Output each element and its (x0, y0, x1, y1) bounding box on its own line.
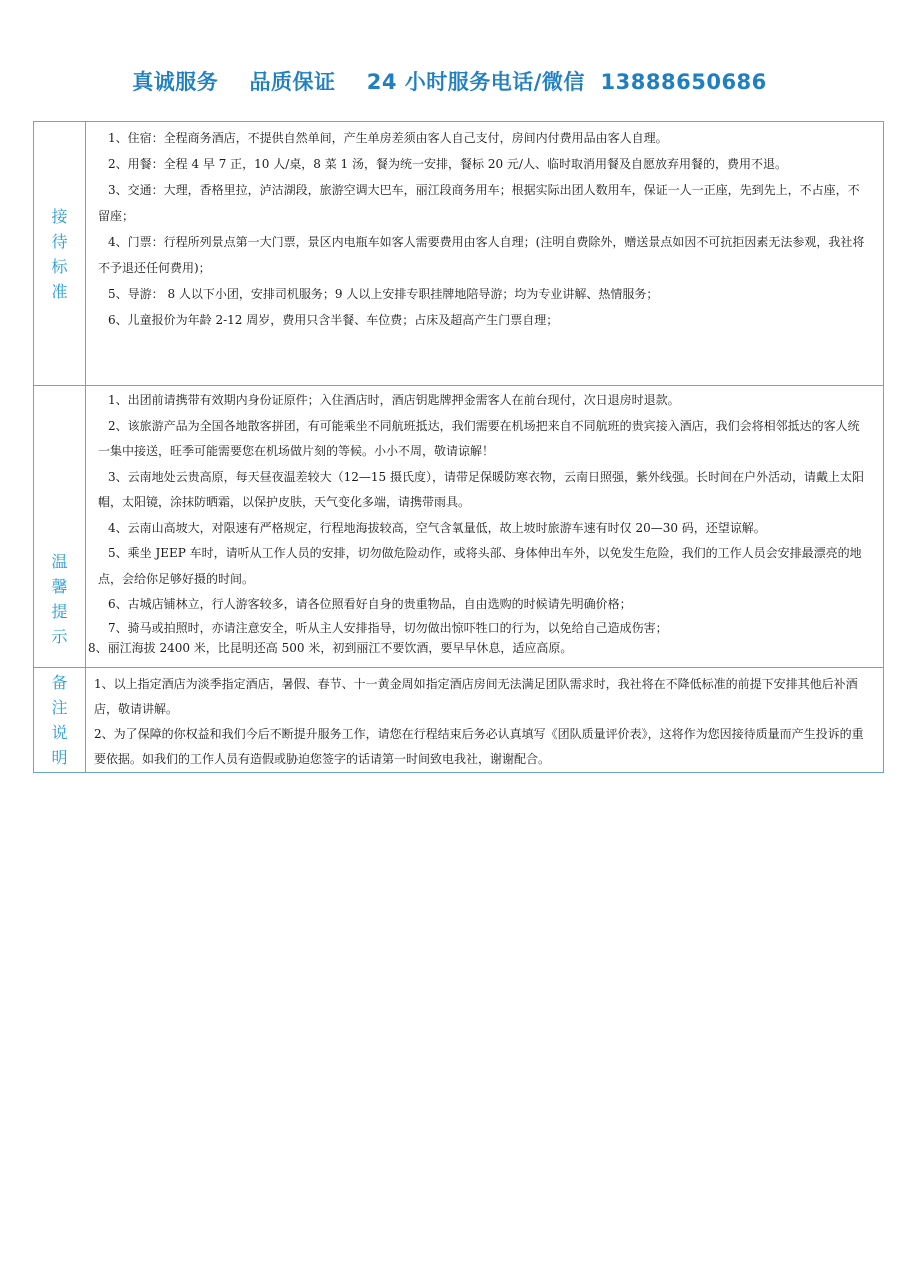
header-slogan-quality: 品质保证 (249, 70, 336, 94)
page-header (0, 66, 899, 96)
warm-tips-row (34, 386, 884, 668)
list-item: 5、导游： 8 人以下小团，安排司机服务；9 人以上安排专职挂牌地陪导游；均为专业讲解、热情服务； (108, 287, 659, 301)
remarks-content (86, 668, 884, 773)
warm-tips-content (86, 386, 884, 668)
list-item: 2、为了保障的你权益和我们今后不断提升服务工作，请您在行程结束后务必认真填写《团队质量评价表》，这将作为您因接待质量而产生投诉的重要依据。如我们的工作人员有造假或胁迫您签字的话请第一时间致电我社，谢谢配合。 (94, 727, 864, 766)
list-item: 4、门票：行程所列景点第一大门票，景区内电瓶车如客人需要费用由客人自理；(注明自费除外，赠送景点如因不可抗拒因素无法参观，我社将不予退还任何费用)； (98, 235, 865, 275)
header-hotline-label: 24 小时服务电话/微信 (366, 70, 585, 94)
list-item: 1、出团前请携带有效期内身份证原件；入住酒店时，酒店钥匙牌押金需客人在前台现付，次日退房时退款。 (108, 393, 680, 407)
list-item: 2、该旅游产品为全国各地散客拼团，有可能乘坐不同航班抵达，我们需要在机场把来自不同航班的贵宾接入酒店，我们会将相邻抵达的客人统一集中接送，旺季可能需要您在机场做片刻的等候。小小不周，敬请谅解！ (98, 418, 860, 458)
reception-standards-row (34, 122, 884, 386)
list-item: 6、儿童报价为年龄 2-12 周岁，费用只含半餐、车位费；占床及超高产生门票自理； (108, 313, 559, 327)
list-item: 3、交通：大理，香格里拉，泸沽湖段，旅游空调大巴车，丽江段商务用车；根据实际出团人数用车，保证一人一正座，先到先上，不占座，不留座； (98, 183, 860, 223)
reception-standards-label: 接 待 标 准 (34, 122, 86, 386)
list-item: 2、用餐：全程 4 早 7 正，10 人/桌，8 菜 1 汤，餐为统一安排，餐标 20 元/人、临时取消用餐及自愿放弃用餐的，费用不退。 (108, 157, 787, 171)
list-item: 7、骑马或拍照时，亦请注意安全，听从主人安排指导，切勿做出惊吓牲口的行为，以免给自己造成伤害； (108, 620, 668, 635)
list-item: 4、云南山高坡大，对限速有严格规定，行程地海拔较高，空气含氧量低，故上坡时旅游车速有时仅 20—30 码，还望谅解。 (108, 520, 766, 535)
list-item: 5、乘坐 JEEP 车时，请听从工作人员的安排，切勿做危险动作，或将头部、身体伸出车外，以免发生危险，我们的工作人员会安排最漂亮的地点，会给你足够好摄的时间。 (98, 546, 862, 586)
list-item: 3、云南地处云贵高原，每天昼夜温差较大（12—15 摄氏度），请带足保暖防寒衣物，云南日照强，紫外线强。长时间在户外活动，请戴上太阳帽，太阳镜，涂抹防晒霜，以保护皮肤，天气变化多端，请携带雨具。 (98, 469, 864, 509)
warm-tips-label: 温 馨 提 示 (34, 386, 86, 668)
list-item: 6、古城店铺林立，行人游客较多，请各位照看好自身的贵重物品，自由选购的时候请先明确价格； (108, 597, 632, 611)
header-phone-number[interactable]: 13888650686 (600, 70, 767, 94)
header-slogan-service: 真诚服务 (132, 70, 219, 94)
itinerary-terms-table (33, 121, 884, 773)
reception-standards-content (86, 122, 884, 386)
list-item: 1、住宿：全程商务酒店，不提供自然单间，产生单房差须由客人自己支付，房间内付费用品由客人自理。 (108, 131, 668, 145)
list-item: 8、丽江海拔 2400 米，比昆明还高 500 米，初到丽江不要饮酒，要早早休息，适应高原。 (88, 640, 573, 655)
remarks-label: 备 注 说 明 (34, 668, 86, 773)
remarks-row (34, 668, 884, 773)
list-item: 1、以上指定酒店为淡季指定酒店，暑假、春节、十一黄金周如指定酒店房间无法满足团队需求时，我社将在不降低标准的前提下安排其他后补酒店，敬请讲解。 (94, 677, 858, 716)
